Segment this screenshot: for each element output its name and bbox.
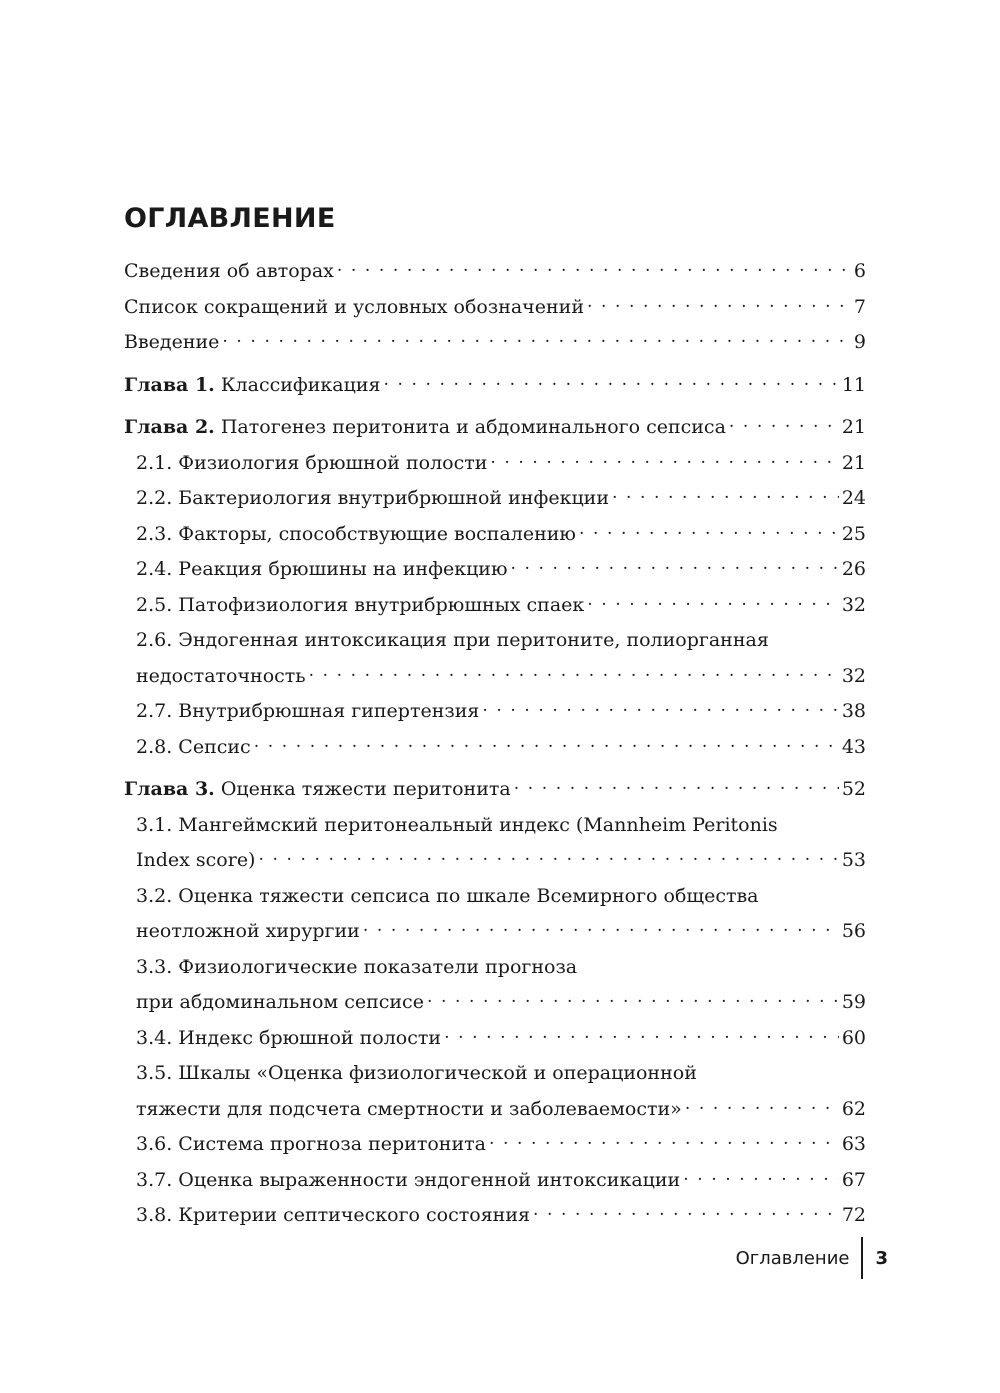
toc-page-number: 67 bbox=[841, 1168, 866, 1191]
chapter-label: Глава 2. bbox=[124, 416, 215, 438]
toc-entry[interactable] bbox=[124, 1198, 866, 1234]
dot-leader bbox=[533, 1202, 839, 1221]
toc-entry-title-line1: 3.2. Оценка тяжести сепсиса по шкале Всемирного общества bbox=[136, 884, 759, 907]
dot-leader bbox=[384, 372, 839, 391]
toc-page-number: 7 bbox=[853, 295, 866, 318]
toc-entry-title: 3.6. Система прогноза перитонита bbox=[136, 1133, 486, 1155]
toc-entry-title: 2.3. Факторы, способствующие воспалению bbox=[136, 522, 576, 545]
toc-entry[interactable] bbox=[124, 410, 866, 446]
toc-entry-title: 2.2. Бактериология внутрибрюшной инфекции bbox=[136, 487, 609, 509]
toc-page-number: 56 bbox=[841, 920, 866, 942]
toc-entry-title: Сведения об авторах bbox=[124, 260, 334, 282]
dot-leader bbox=[254, 734, 839, 753]
toc-page-number: 26 bbox=[841, 558, 866, 580]
toc-entry[interactable] bbox=[124, 446, 866, 482]
toc-entry-title: Список сокращений и условных обозначений bbox=[124, 295, 584, 318]
toc-entry[interactable] bbox=[124, 254, 866, 290]
toc-entry[interactable] bbox=[124, 481, 866, 517]
dot-leader bbox=[490, 450, 838, 469]
toc-entry[interactable] bbox=[124, 290, 866, 326]
chapter-label: Глава 1. bbox=[124, 373, 215, 396]
toc-entry-title: 2.5. Патофизиология внутрибрюшных спаек bbox=[136, 593, 585, 616]
chapter-label: Глава 3. bbox=[124, 778, 215, 800]
dot-leader bbox=[337, 258, 851, 277]
toc-page-number: 52 bbox=[841, 778, 866, 800]
page-footer bbox=[736, 1237, 888, 1279]
dot-leader bbox=[222, 329, 850, 348]
running-header-label: Оглавление bbox=[735, 1247, 850, 1269]
toc-entry[interactable] bbox=[124, 879, 866, 950]
toc-page-number: 32 bbox=[841, 664, 866, 687]
toc-entry-title: 2.4. Реакция брюшины на инфекцию bbox=[136, 558, 508, 580]
toc-entry[interactable] bbox=[124, 368, 866, 404]
toc-page-number: 53 bbox=[841, 849, 866, 871]
dot-leader bbox=[514, 776, 839, 795]
toc-page-number: 43 bbox=[841, 735, 866, 758]
toc-entry[interactable] bbox=[124, 808, 866, 879]
page-title: ОГЛАВЛЕНИЕ bbox=[124, 203, 336, 234]
toc-page-number: 9 bbox=[853, 331, 866, 353]
toc-entry-title: 3.4. Индекс брюшной полости bbox=[136, 1026, 442, 1049]
toc-entry[interactable] bbox=[124, 1127, 866, 1163]
toc-page-number: 60 bbox=[841, 1026, 866, 1049]
toc-entry-title: 2.7. Внутрибрюшная гипертензия bbox=[136, 700, 480, 722]
page-number: 3 bbox=[875, 1247, 888, 1269]
toc-entry-title-line1: 3.3. Физиологические показатели прогноза bbox=[136, 955, 578, 978]
toc-entry-title: 3.8. Критерии септического состояния bbox=[136, 1204, 530, 1226]
toc-entry-title: 2.8. Сепсис bbox=[136, 735, 251, 758]
table-of-contents bbox=[124, 254, 866, 1234]
dot-leader bbox=[729, 414, 839, 433]
toc-entry[interactable] bbox=[124, 694, 866, 730]
toc-entry[interactable] bbox=[124, 1163, 866, 1199]
chapter-title: Классификация bbox=[220, 373, 381, 396]
dot-leader bbox=[309, 663, 839, 682]
toc-page-number: 24 bbox=[841, 487, 866, 509]
chapter-title: Оценка тяжести перитонита bbox=[220, 778, 511, 800]
toc-entry[interactable] bbox=[124, 552, 866, 588]
toc-page-number: 32 bbox=[841, 593, 866, 616]
toc-entry-title: Введение bbox=[124, 331, 220, 353]
dot-leader bbox=[587, 294, 851, 313]
toc-entry-title-line2: Index score) bbox=[136, 849, 256, 871]
toc-entry[interactable] bbox=[124, 623, 866, 694]
toc-entry-title bbox=[124, 368, 381, 404]
toc-entry-title-line2: при абдоминальном сепсисе bbox=[136, 991, 424, 1013]
dot-leader bbox=[587, 592, 839, 611]
toc-entry-title-line2: неотложной хирургии bbox=[136, 920, 360, 942]
toc-entry[interactable] bbox=[124, 950, 866, 1021]
toc-page-number: 21 bbox=[841, 451, 866, 474]
toc-entry-title-line1: 2.6. Эндогенная интоксикация при перитоните, полиорганная bbox=[136, 629, 769, 651]
toc-entry-title: 3.7. Оценка выраженности эндогенной интоксикации bbox=[136, 1168, 681, 1191]
toc-entry-title-line2: тяжести для подсчета смертности и заболеваемости» bbox=[136, 1097, 682, 1120]
toc-entry[interactable] bbox=[124, 730, 866, 766]
toc-page-number: 63 bbox=[841, 1133, 866, 1155]
chapter-title: Патогенез перитонита и абдоминального сепсиса bbox=[220, 416, 726, 438]
toc-entry[interactable] bbox=[124, 1056, 866, 1127]
toc-page-number: 59 bbox=[841, 991, 866, 1013]
dot-leader bbox=[427, 989, 839, 1008]
dot-leader bbox=[685, 1096, 839, 1115]
toc-entry[interactable] bbox=[124, 588, 866, 624]
toc-entry-title-line1: 3.1. Мангеймский перитонеальный индекс (Mannheim Peritonis bbox=[136, 813, 778, 836]
toc-entry-title bbox=[124, 410, 726, 446]
dot-leader bbox=[444, 1025, 839, 1044]
toc-entry-title: 2.1. Физиология брюшной полости bbox=[136, 451, 488, 474]
toc-page-number: 72 bbox=[841, 1204, 866, 1226]
toc-page-number: 62 bbox=[841, 1097, 866, 1120]
dot-leader bbox=[489, 1131, 839, 1150]
dot-leader bbox=[511, 556, 839, 575]
toc-page-number: 25 bbox=[841, 522, 866, 545]
dot-leader bbox=[363, 918, 839, 937]
toc-page-number: 21 bbox=[841, 416, 866, 438]
toc-entry[interactable] bbox=[124, 517, 866, 553]
toc-page-number: 38 bbox=[841, 700, 866, 722]
dot-leader bbox=[683, 1167, 839, 1186]
toc-entry-title bbox=[124, 772, 511, 808]
toc-entry[interactable] bbox=[124, 1021, 866, 1057]
dot-leader bbox=[612, 485, 839, 504]
toc-page-number: 11 bbox=[841, 373, 866, 396]
toc-page-number: 6 bbox=[853, 260, 866, 282]
toc-entry[interactable] bbox=[124, 325, 866, 361]
toc-entry[interactable] bbox=[124, 772, 866, 808]
toc-entry-title-line2: недостаточность bbox=[136, 664, 306, 687]
toc-entry-title-line1: 3.5. Шкалы «Оценка физиологической и операционной bbox=[136, 1062, 697, 1084]
dot-leader bbox=[258, 847, 838, 866]
dot-leader bbox=[482, 698, 838, 717]
dot-leader bbox=[579, 521, 839, 540]
